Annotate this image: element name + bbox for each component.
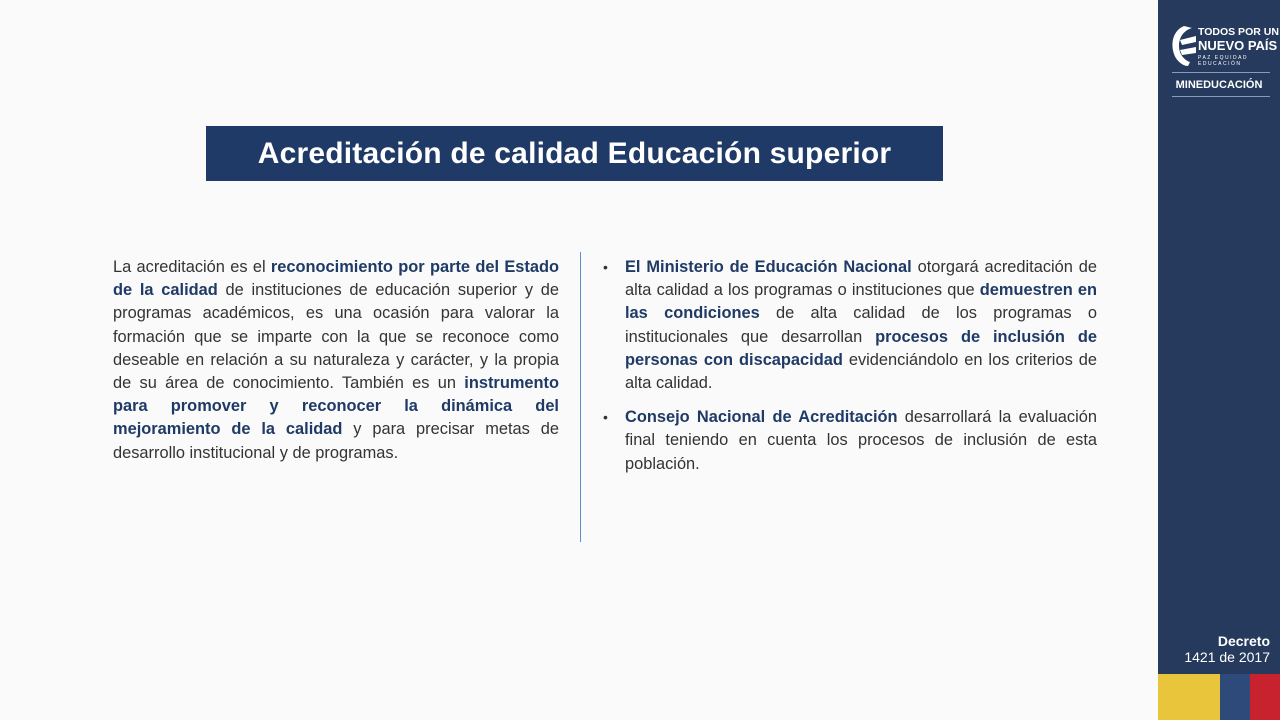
logo-rule-top [1172,72,1270,73]
flag-stripe-red [1250,674,1280,720]
ministry-name: MINEDUCACIÓN [1175,79,1263,91]
logo-rule-bottom [1172,96,1270,97]
body-text: y para precisar metas de desarrollo institucional y de programas. [113,420,559,462]
flag-stripe-blue [1220,674,1250,720]
body-text: de instituciones de educación superior y de programas académicos, es una ocasión para valorar la formación que se imparte con la que se reconoce como deseable en relación a su naturaleza y carácter, y la propia de su área de conocimiento. También es un [113,281,559,393]
highlight-text: procesos de inclusión de personas con discapacidad [625,327,1097,369]
body-text: de alta calidad de los programas o institucionales que desarrollan [625,304,1097,346]
highlight-text: Consejo Nacional de Acreditación [625,408,898,427]
brand-sidebar [1158,0,1280,720]
decree-label [1160,633,1270,665]
left-paragraph [113,256,559,465]
bullet-item [603,256,1097,395]
body-text: otorgará acreditación de alta calidad a los programas o instituciones que [625,258,1097,300]
decree-number: 1421 de 2017 [1184,649,1270,665]
bullet-item [603,406,1097,476]
logo-line-3: PAZ EQUIDAD EDUCACIÓN [1198,55,1249,67]
bullet-icon: • [603,259,608,275]
bullet-icon: • [603,409,608,426]
highlight-text: El Ministerio de Educación Nacional [625,258,912,276]
highlight-text: demuestren en las condiciones [625,281,1098,323]
body-text: desarrollará la evaluación final teniendo en cuenta los procesos de inclusión de esta población. [625,408,1097,473]
decree-title: Decreto [1217,633,1270,649]
column-divider [580,252,581,542]
bullet-list [603,256,1097,487]
logo-line-1: TODOS POR UN [1198,26,1279,38]
highlight-text: instrumento para promover y reconocer la dinámica del mejoramiento de la calidad [113,374,559,439]
flag-stripe-yellow [1158,674,1220,720]
body-text: evidenciándolo en los criterios de alta calidad. [625,350,1097,393]
highlight-text: reconocimiento por parte del Estado de la calidad [113,258,559,300]
logo-line-2: NUEVO PAÍS [1198,38,1278,53]
slide-title: Acreditación de calidad Educación superior [206,126,943,181]
body-text: La acreditación es el [113,258,271,276]
